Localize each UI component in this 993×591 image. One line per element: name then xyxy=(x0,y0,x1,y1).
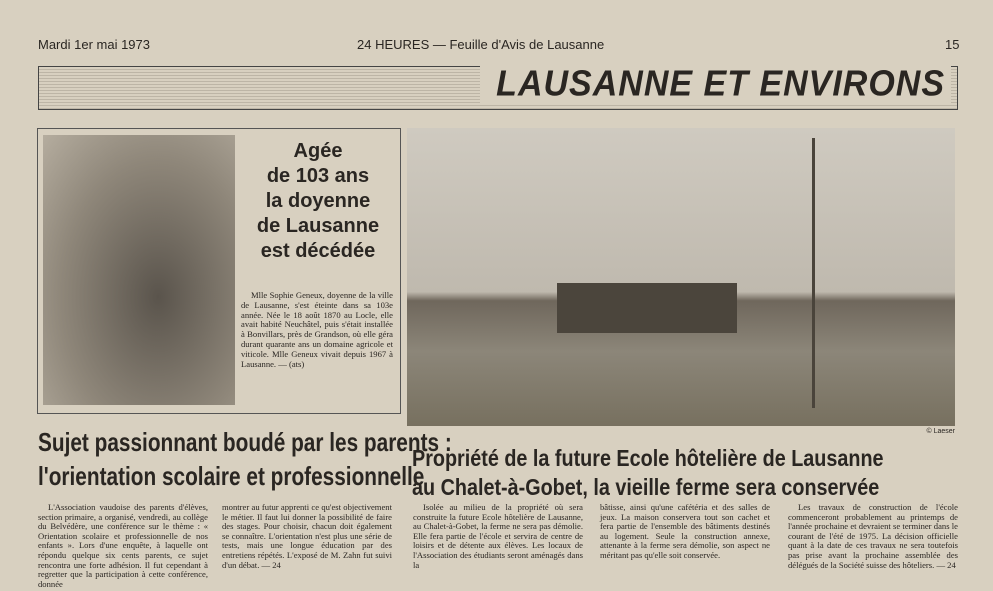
farmhouse xyxy=(557,283,737,333)
obituary-body: Mlle Sophie Geneux, doyenne de la ville de Lausanne, s'est éteinte dans sa 103e année. Née le 18 août 1870 au Locle, elle avait habité Neuchâtel, puis s'était installée à Bonvillars, près de Grandson, où elle géra durant quarante ans un domaine agricole et viticole. Mlle Geneux vivait depuis 1967 à Lausanne. — (ats) xyxy=(241,290,393,369)
page-number: 15 xyxy=(945,37,960,52)
article-column: Isolée au milieu de la propriété où sera construite la future Ecole hôtelière de Lausanne, au Chalet-à-Gobet, la ferme ne sera pas démolie. Elle fera partie de l'école et servira de centre de loisirs et de détente aux élèves. Les locaux de l'Association des étudiants seront aménagés dans la xyxy=(413,502,583,570)
section-banner xyxy=(38,66,958,110)
photo-credit: © Laeser xyxy=(926,428,955,435)
portrait-photo xyxy=(43,135,235,405)
headline-line: au Chalet-à-Gobet, la vieille ferme sera conservée xyxy=(412,474,880,500)
article-column: Les travaux de construction de l'école commenceront probablement au printemps de l'année prochaine et devraient se terminer dans le courant de l'été de 1975. La décision officielle quant à la date de ces travaux ne sera toutefois pas prise avant la prochaine assemblée des délégués de la Société suisse des hôteliers. — 24 xyxy=(788,502,958,570)
newspaper-name: 24 HEURES — Feuille d'Avis de Lausanne xyxy=(357,37,605,52)
headline-line: Sujet passionnant boudé par les parents : xyxy=(38,427,452,457)
section-title: LAUSANNE ET ENVIRONS xyxy=(480,64,951,105)
obituary-headline xyxy=(243,139,393,264)
orientation-headline xyxy=(38,425,452,493)
issue-date: Mardi 1er mai 1973 xyxy=(38,37,150,52)
tree xyxy=(812,138,945,408)
obituary-box xyxy=(37,128,401,414)
article-column: montrer au futur apprenti ce qu'est objectivement le métier. Il faut lui donner la possibilité de faire des stages. Pour choisir, chacun doit également se connaître. L'orientation n'est plus une série de tests, mais une longue éducation par des entretiens répétés. L'exposé de M. Zahn fut suivi d'un débat. — 24 xyxy=(222,502,392,570)
article-column: L'Association vaudoise des parents d'élèves, section primaire, a organisé, vendredi, au collège du Belvédère, une conférence sur le thème : « Orientation scolaire et professionnelle de nos enfants ». Lors d'une enquête, à laquelle ont répondu quelque six cents parents, ce sujet rencontra une forte adhésion. Il fut cependant à regretter que la participation à cette conférence, donnée xyxy=(38,502,208,589)
headline-line: Propriété de la future Ecole hôtelière de Lausanne xyxy=(412,445,884,471)
headline-line: l'orientation scolaire et professionnelle xyxy=(38,461,425,491)
headline-line: de 103 ans xyxy=(266,165,370,187)
ecole-hoteliere-headline xyxy=(412,444,884,502)
headline-line: Agée xyxy=(293,140,343,162)
article-column: bâtisse, ainsi qu'une cafétéria et des salles de jeux. La maison conservera tout son cachet et fera partie de l'ensemble des bâtiments destinés au logement. Seule la construction annexe, attenante à la ferme sera démolie, son aspect ne méritant pas qu'elle soit conservée. xyxy=(600,502,770,560)
headline-line: la doyenne xyxy=(265,190,371,212)
headline-line: est décédée xyxy=(260,240,376,262)
headline-line: de Lausanne xyxy=(256,215,380,237)
farm-photo xyxy=(407,128,955,426)
